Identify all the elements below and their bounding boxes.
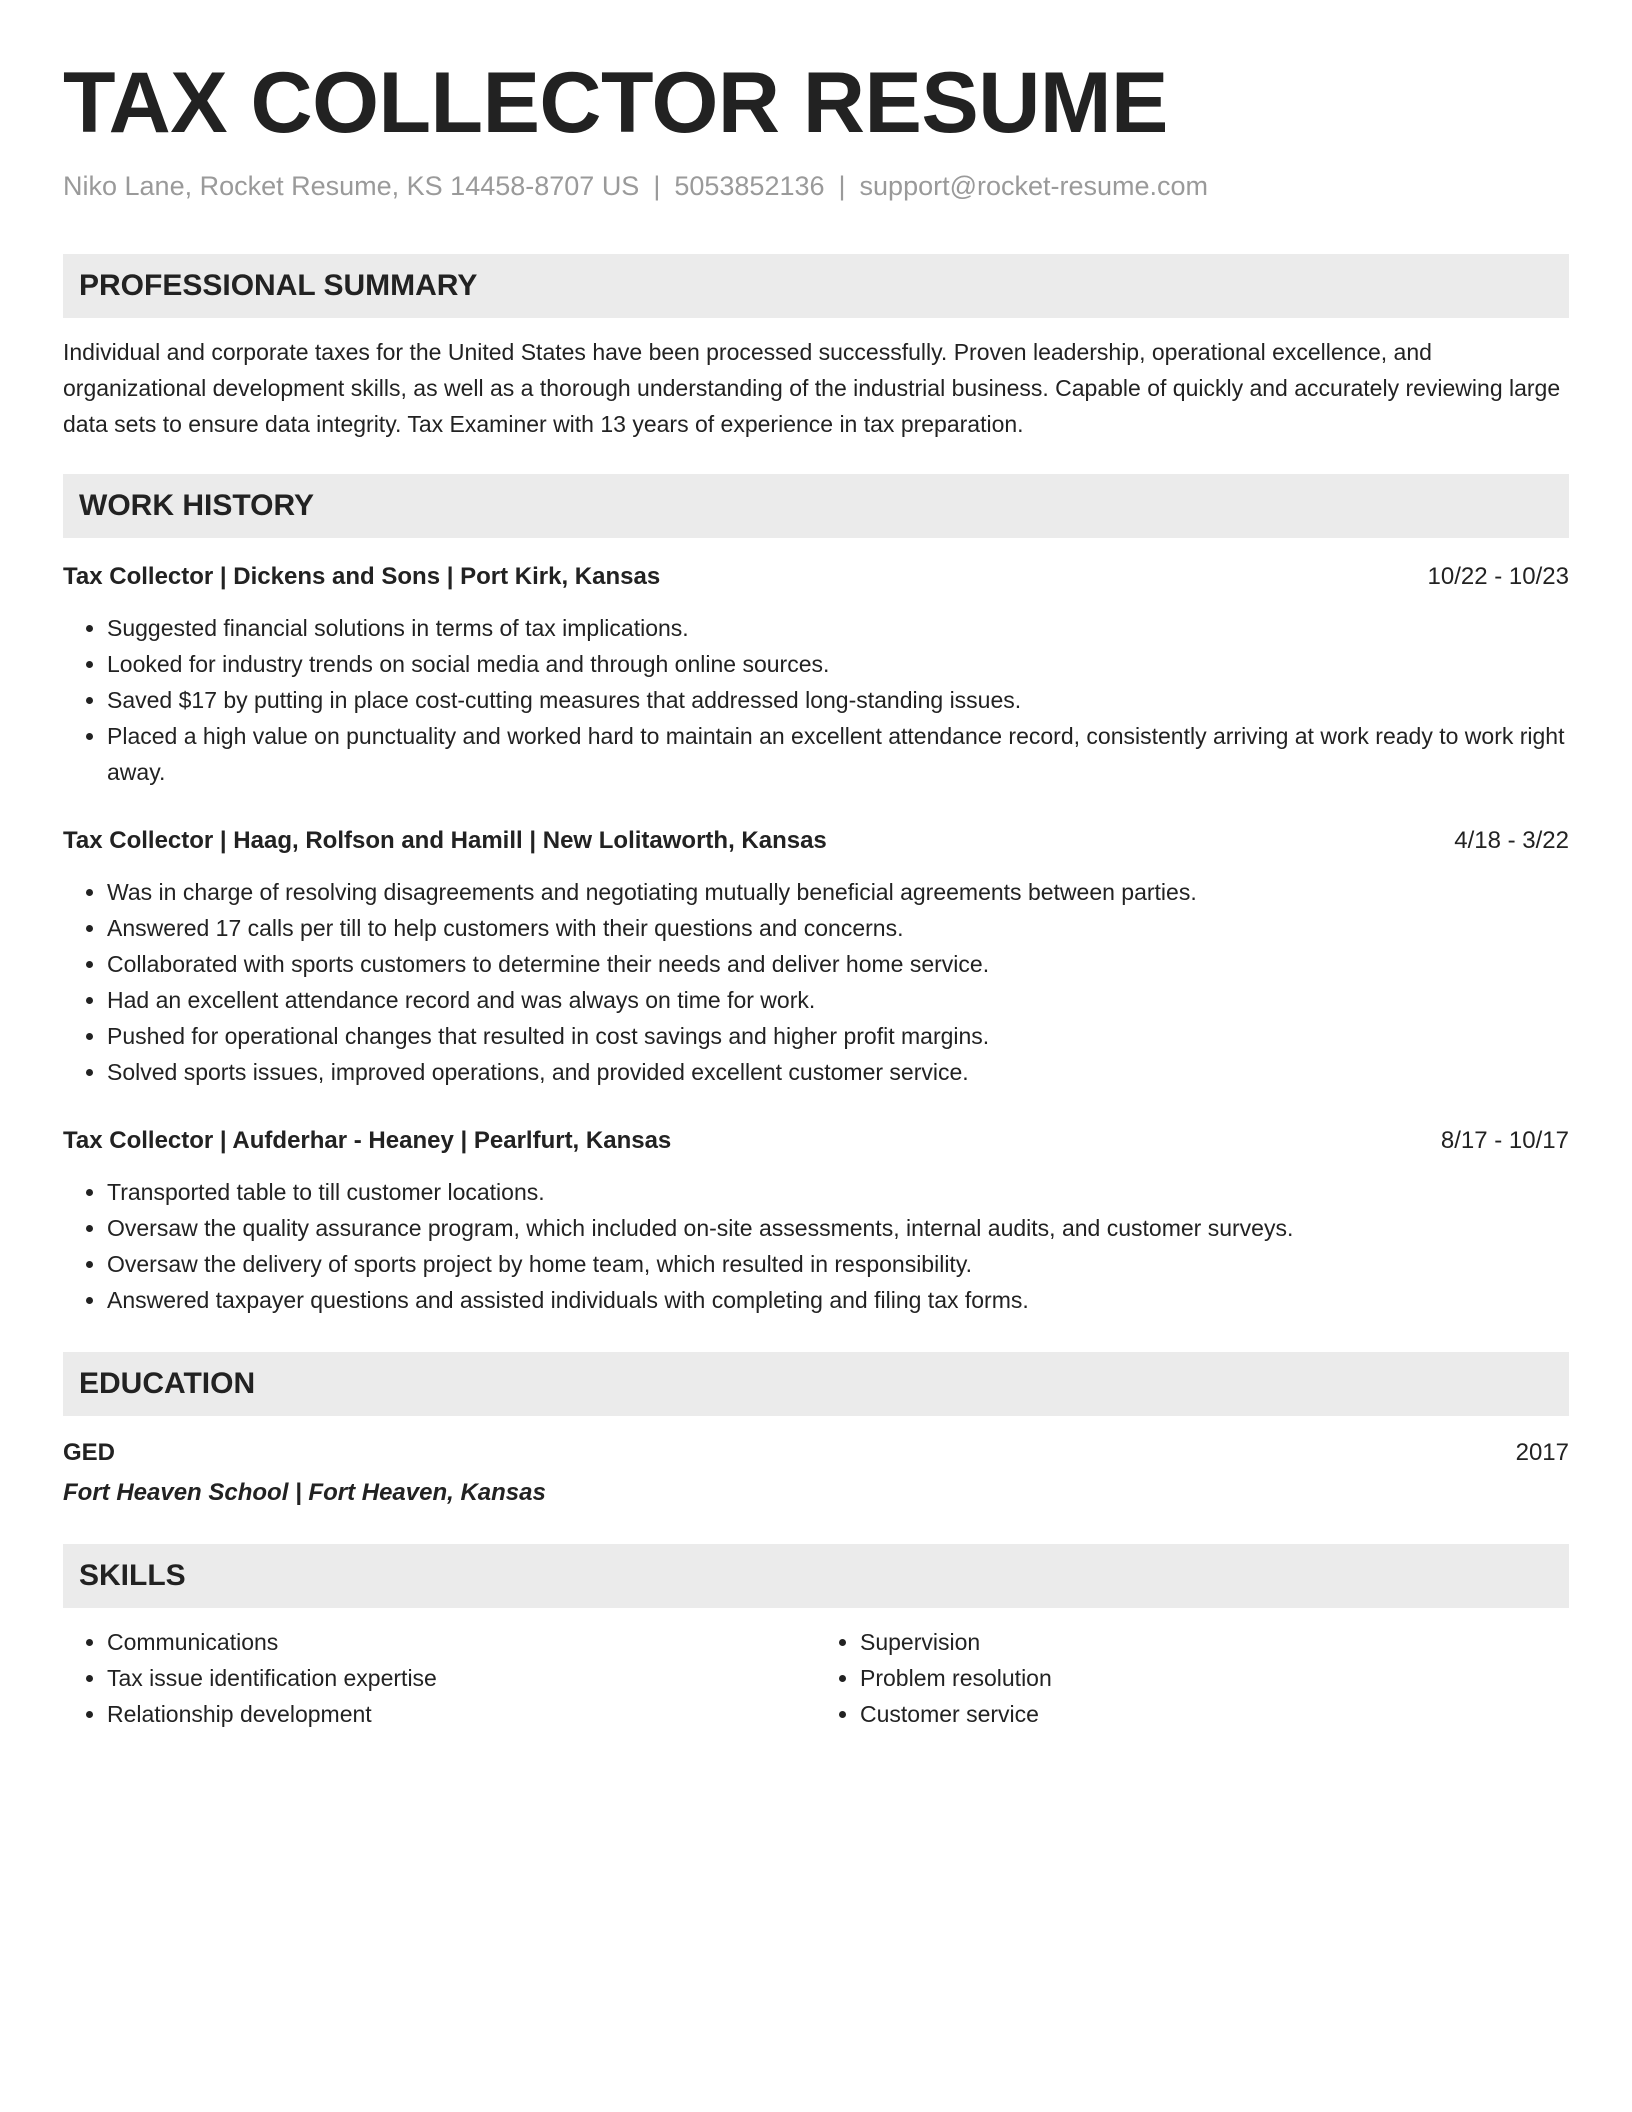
- education-year: 2017: [1515, 1438, 1569, 1466]
- job-entry: [63, 824, 1569, 1090]
- contact-separator: |: [838, 170, 846, 201]
- job-bullet-list: [63, 1174, 1569, 1318]
- contact-address: Niko Lane, Rocket Resume, KS 14458-8707 US: [63, 170, 640, 201]
- job-bullet-list: [63, 874, 1569, 1090]
- job-bullet: • Collaborated with sports customers to determine their needs and deliver home service.: [107, 946, 1569, 982]
- job-header: [63, 1124, 1569, 1158]
- contact-separator: |: [653, 170, 661, 201]
- skills-column-right: [816, 1624, 1569, 1732]
- job-bullet: • Had an excellent attendance record and was always on time for work.: [107, 982, 1569, 1018]
- skill-item: • Problem resolution: [860, 1660, 1569, 1696]
- job-dates: 8/17 - 10/17: [1440, 1126, 1569, 1154]
- job-dates: 10/22 - 10/23: [1427, 562, 1569, 590]
- job-title: Tax Collector | Dickens and Sons | Port Kirk, Kansas: [63, 562, 661, 590]
- skill-item: • Communications: [107, 1624, 816, 1660]
- job-bullet: • Saved $17 by putting in place cost-cutting measures that addressed long-standing issues.: [107, 682, 1569, 718]
- skills-list: [816, 1624, 1569, 1732]
- job-header: [63, 824, 1569, 858]
- job-bullet: • Oversaw the delivery of sports project by home team, which resulted in responsibility.: [107, 1246, 1569, 1282]
- job-bullet: • Transported table to till customer locations.: [107, 1174, 1569, 1210]
- skills-column-left: [63, 1624, 816, 1732]
- section-header-skills: SKILLS: [63, 1544, 1569, 1608]
- section-header-work-history: WORK HISTORY: [63, 474, 1569, 538]
- skill-item: • Tax issue identification expertise: [107, 1660, 816, 1696]
- section-header-summary: PROFESSIONAL SUMMARY: [63, 254, 1569, 318]
- section-header-education: EDUCATION: [63, 1352, 1569, 1416]
- education-entry: [63, 1436, 1569, 1510]
- job-bullet-list: [63, 610, 1569, 790]
- job-entry: [63, 1124, 1569, 1318]
- skill-item: • Relationship development: [107, 1696, 816, 1732]
- education-school: Fort Heaven School | Fort Heaven, Kansas: [63, 1478, 546, 1506]
- job-title: Tax Collector | Haag, Rolfson and Hamill | New Lolitaworth, Kansas: [63, 826, 827, 854]
- job-dates: 4/18 - 3/22: [1454, 826, 1569, 854]
- education-degree: GED: [63, 1438, 116, 1466]
- job-bullet: • Pushed for operational changes that resulted in cost savings and higher profit margins.: [107, 1018, 1569, 1054]
- contact-email[interactable]: support@rocket-resume.com: [859, 170, 1209, 201]
- job-bullet: • Answered 17 calls per till to help customers with their questions and concerns.: [107, 910, 1569, 946]
- contact-phone: 5053852136: [674, 170, 825, 201]
- job-bullet: • Suggested financial solutions in terms of tax implications.: [107, 610, 1569, 646]
- job-bullet: • Placed a high value on punctuality and worked hard to maintain an excellent attendance record, consistently arriving at work ready to work right away.: [107, 718, 1569, 790]
- job-title: Tax Collector | Aufderhar - Heaney | Pearlfurt, Kansas: [63, 1126, 672, 1154]
- contact-line: [63, 169, 1569, 204]
- education-header: [63, 1436, 1569, 1470]
- summary-text: Individual and corporate taxes for the United States have been processed successfully. Proven leadership, operational excellence, and organizational development skills, as well as a thorough understanding of the industrial business. Capable of quickly and accurately reviewing large data sets to ensure data integrity. Tax Examiner with 13 years of experience in tax preparation.: [63, 338, 1561, 437]
- skills-list: [63, 1624, 816, 1732]
- skill-item: • Supervision: [860, 1624, 1569, 1660]
- job-entry: [63, 560, 1569, 790]
- resume-title: TAX COLLECTOR RESUME: [63, 55, 1168, 151]
- job-bullet: • Solved sports issues, improved operations, and provided excellent customer service.: [107, 1054, 1569, 1090]
- skill-item: • Customer service: [860, 1696, 1569, 1732]
- job-header: [63, 560, 1569, 594]
- skills-grid: [63, 1624, 1569, 1732]
- job-bullet: • Was in charge of resolving disagreements and negotiating mutually beneficial agreements between parties.: [107, 874, 1569, 910]
- job-bullet: • Answered taxpayer questions and assisted individuals with completing and filing tax forms.: [107, 1282, 1569, 1318]
- job-bullet: • Oversaw the quality assurance program, which included on-site assessments, internal audits, and customer surveys.: [107, 1210, 1569, 1246]
- job-bullet: • Looked for industry trends on social media and through online sources.: [107, 646, 1569, 682]
